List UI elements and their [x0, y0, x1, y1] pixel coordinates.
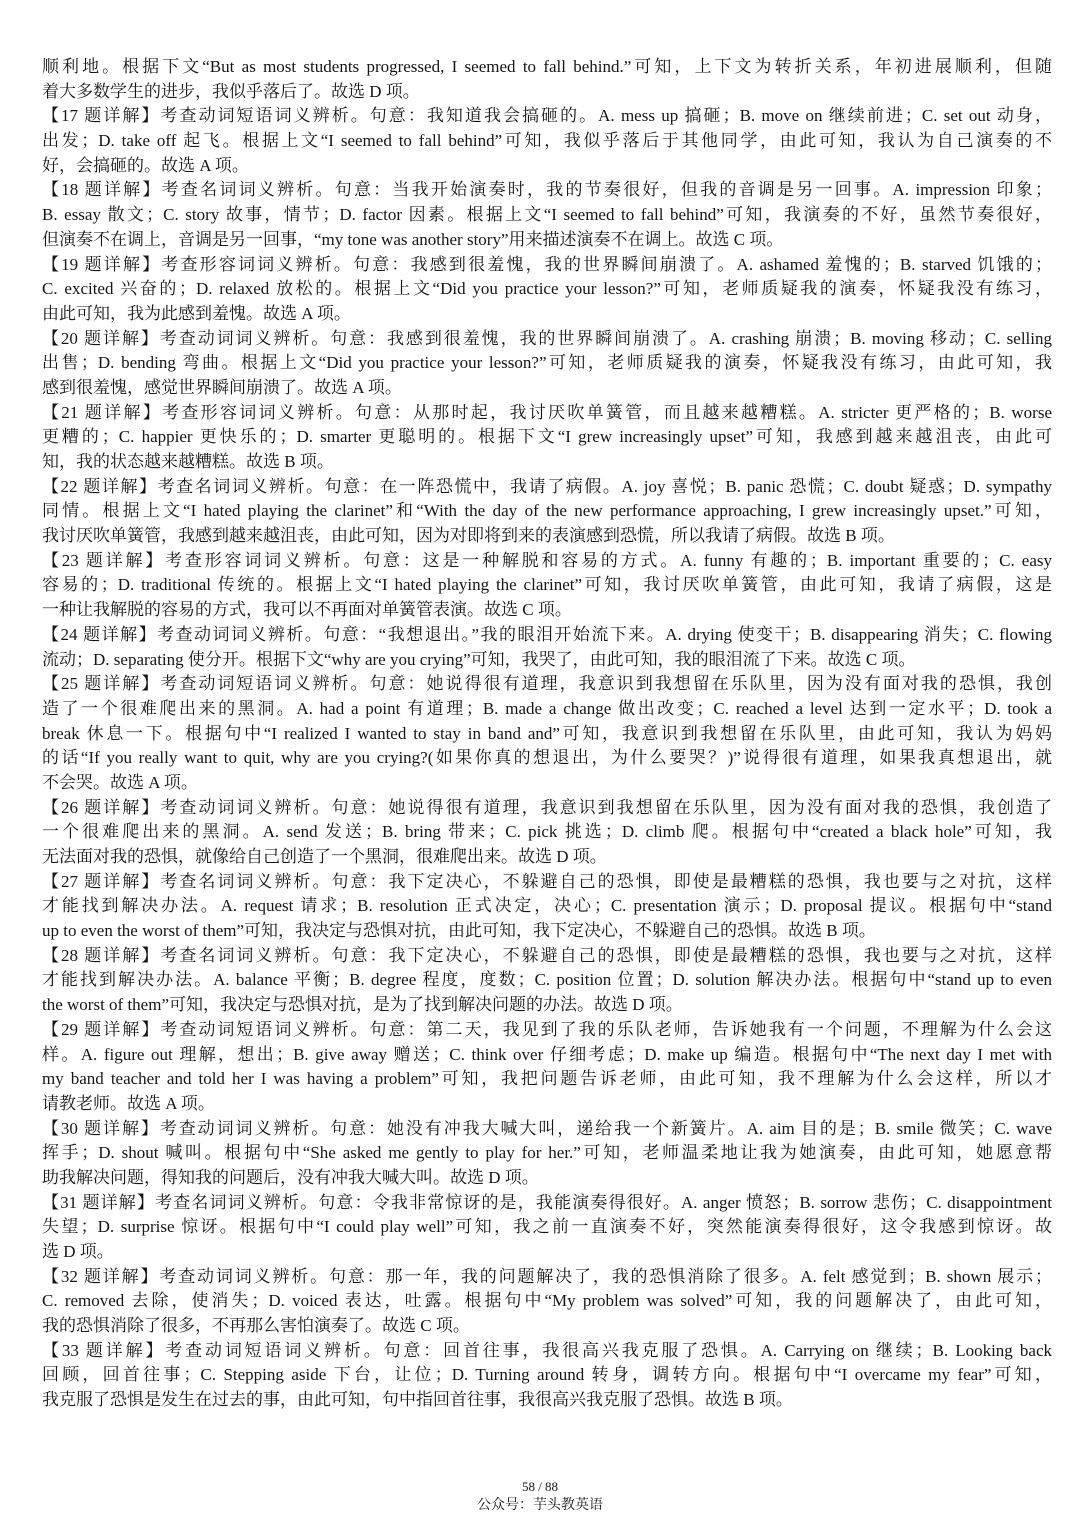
text-line: 【20 题详解】考查动词词义辨析。句意：我感到很羞愧，我的世界瞬间崩溃了。A. crashing 崩溃；B. moving 移动；C. selling — [42, 328, 1052, 348]
text-line: C. removed 去除，使消失；D. voiced 表达，吐露。根据句中“My problem was solved”可知，我的问题解决了，由此可知， — [42, 1291, 1052, 1311]
answer-paragraph-18 — [42, 178, 1052, 252]
text-line: 由此可知，我为此感到羞愧。故选 A 项。 — [42, 303, 351, 323]
answer-paragraph-24 — [42, 623, 1052, 672]
text-line: up to even the worst of them”可知，我决定与恐惧对抗，由此可知，我下定决心，不躲避自己的恐惧。故选 B 项。 — [42, 921, 876, 941]
text-line: 无法面对我的恐惧，就像给自己创造了一个黑洞，很难爬出来。故选 D 项。 — [42, 847, 607, 866]
footer-account: 公众号：芋头教英语 — [477, 1498, 603, 1513]
text-line: 【23 题详解】考查形容词词义辨析。句意：这是一种解脱和容易的方式。A. funny 有趣的；B. important 重要的；C. easy — [42, 550, 1052, 570]
text-line: 请教老师。故选 A 项。 — [42, 1093, 215, 1113]
text-line: 【28 题详解】考查名词词义辨析。句意：我下定决心，不躲避自己的恐惧，即使是最糟糕的恐惧，我也要与之对抗，这样 — [42, 945, 1052, 965]
text-line: 才能找到解决办法。A. balance 平衡；B. degree 程度，度数；C. position 位置；D. solution 解决办法。根据句中“stand up to even — [42, 970, 1052, 990]
answer-paragraph-29 — [42, 1018, 1052, 1117]
text-line: 选 D 项。 — [42, 1242, 114, 1261]
document-body — [42, 55, 1052, 1413]
text-line: 【18 题详解】考查名词词义辨析。句意：当我开始演奏时，我的节奏很好，但我的音调是另一回事。A. impression 印象； — [42, 180, 1052, 200]
text-line: 知，我的状态越来越糟糕。故选 B 项。 — [42, 452, 334, 471]
text-line: 【33 题详解】考查动词短语词义辨析。句意：回首往事，我很高兴我克服了恐惧。A. Carrying on 继续；B. Looking back — [42, 1340, 1052, 1360]
text-line: 好，会搞砸的。故选 A 项。 — [42, 155, 249, 175]
text-line: 着大多数学生的进步，我似乎落后了。故选 D 项。 — [42, 81, 420, 101]
text-line: 我克服了恐惧是发生在过去的事，由此可知，句中指回首往事，我很高兴我克服了恐惧。故选 B 项。 — [42, 1390, 793, 1410]
text-line: 但演奏不在调上，音调是另一回事，“my tone was another story”用来描述演奏不在调上。故选 C 项。 — [42, 229, 784, 249]
text-line: 同情。根据上文“I hated playing the clarinet”和“With the day of the new performance approaching, I grew increasingly upset.”可知， — [42, 501, 1052, 521]
answer-paragraph-20 — [42, 327, 1052, 401]
answer-paragraph-33 — [42, 1339, 1052, 1413]
text-line: 出发；D. take off 起飞。根据上文“I seemed to fall behind”可知，我似乎落后于其他同学，由此可知，我认为自己演奏的不 — [42, 131, 1052, 151]
text-line: 挥手；D. shout 喊叫。根据句中“She asked me gently to play for her.”可知，老师温柔地让我为她演奏，由此可知，她愿意帮 — [42, 1143, 1052, 1163]
text-line: 更糟的；C. happier 更快乐的；D. smarter 更聪明的。根据下文“I grew increasingly upset”可知，我感到越来越沮丧，由此可 — [42, 427, 1052, 447]
text-line: 回顾，回首往事；C. Stepping aside 下台，让位；D. Turning around 转身，调转方向。根据句中“I overcame my fear”可知， — [42, 1365, 1052, 1385]
answer-paragraph — [42, 55, 1052, 104]
text-line: the worst of them”可知，我决定与恐惧对抗，是为了找到解决问题的办法。故选 D 项。 — [42, 995, 683, 1015]
text-line: 【21 题详解】考查形容词词义辨析。句意：从那时起，我讨厌吹单簧管，而且越来越糟糕。A. stricter 更严格的；B. worse — [42, 402, 1052, 422]
answer-paragraph-21 — [42, 401, 1052, 475]
text-line: 我讨厌吹单簧管，我感到越来越沮丧，由此可知，因为对即将到来的表演感到恐慌，所以我请了病假。故选 B 项。 — [42, 526, 895, 546]
answer-paragraph-31 — [42, 1191, 1052, 1265]
answer-paragraph-26 — [42, 796, 1052, 870]
text-line: C. excited 兴奋的；D. relaxed 放松的。根据上文“Did you practice your lesson?”可知，老师质疑我的演奏，怀疑我没有练习， — [42, 279, 1052, 299]
text-line: 【27 题详解】考查名词词义辨析。句意：我下定决心，不躲避自己的恐惧，即使是最糟糕的恐惧，我也要与之对抗，这样 — [42, 871, 1052, 891]
text-line: 感到很羞愧，感觉世界瞬间崩溃了。故选 A 项。 — [42, 377, 402, 397]
answer-paragraph-28 — [42, 944, 1052, 1018]
text-line: 一个很难爬出来的黑洞。A. send 发送；B. bring 带来；C. pick 挑选；D. climb 爬。根据句中“created a black hole”可知，我 — [42, 822, 1052, 842]
text-line: 顺利地。根据下文“But as most students progressed, I seemed to fall behind.”可知，上下文为转折关系，年初进展顺利，但随 — [42, 57, 1052, 76]
text-line: 【26 题详解】考查动词词义辨析。句意：她说得很有道理，我意识到我想留在乐队里，因为没有面对我的恐惧，我创造了 — [42, 797, 1052, 817]
answer-paragraph-19 — [42, 253, 1052, 327]
text-line: 我的恐惧消除了很多，不再那么害怕演奏了。故选 C 项。 — [42, 1316, 470, 1336]
text-line: B. essay 散文；C. story 故事，情节；D. factor 因素。根据上文“I seemed to fall behind”可知，我演奏的不好，虽然节奏很好， — [42, 205, 1052, 225]
text-line: 才能找到解决办法。A. request 请求；B. resolution 正式决定，决心；C. presentation 演示；D. proposal 提议。根据句中“stand — [42, 896, 1052, 916]
answer-paragraph-25 — [42, 672, 1052, 795]
text-line: 【19 题详解】考查形容词词义辨析。句意：我感到很羞愧，我的世界瞬间崩溃了。A. ashamed 羞愧的；B. starved 饥饿的； — [42, 254, 1052, 274]
text-line: 【32 题详解】考查动词词义辨析。句意：那一年，我的问题解决了，我的恐惧消除了很多。A. felt 感觉到；B. shown 展示； — [42, 1266, 1052, 1286]
text-line: 【30 题详解】考查动词词义辨析。句意：她没有冲我大喊大叫，递给我一个新簧片。A. aim 目的是；B. smile 微笑；C. wave — [42, 1118, 1052, 1138]
text-line: 不会哭。故选 A 项。 — [42, 772, 198, 792]
answer-paragraph-23 — [42, 549, 1052, 623]
text-line: 【24 题详解】考查动词词义辨析。句意：“我想退出。”我的眼泪开始流下来。A. drying 使变干；B. disappearing 消失；C. flowing — [42, 624, 1052, 644]
answer-paragraph-30 — [42, 1117, 1052, 1191]
text-line: 出售；D. bending 弯曲。根据上文“Did you practice your lesson?”可知，老师质疑我的演奏，怀疑我没有练习，由此可知，我 — [42, 353, 1052, 373]
text-line: 失望；D. surprise 惊讶。根据句中“I could play well”可知，我之前一直演奏不好，突然能演奏得很好，这令我感到惊讶。故 — [42, 1217, 1052, 1237]
text-line: 一种让我解脱的容易的方式，我可以不再面对单簧管表演。故选 C 项。 — [42, 600, 572, 620]
text-line: 【25 题详解】考查动词短语词义辨析。句意：她说得很有道理，我意识到我想留在乐队里，因为没有面对我的恐惧，我创 — [42, 674, 1052, 694]
answer-paragraph-17 — [42, 104, 1052, 178]
answer-paragraph-32 — [42, 1265, 1052, 1339]
text-line: 样。A. figure out 理解，想出；B. give away 赠送；C. think over 仔细考虑；D. make up 编造。根据句中“The next day I met with — [42, 1044, 1052, 1064]
text-line: 【29 题详解】考查动词短语词义辨析。句意：第二天，我见到了我的乐队老师，告诉她我有一个问题，不理解为什么会这 — [42, 1019, 1052, 1039]
text-line: 造了一个很难爬出来的黑洞。A. had a point 有道理；B. made a change 做出改变；C. reached a level 达到一定水平；D. took a — [42, 698, 1052, 718]
text-line: 【17 题详解】考查动词短语词义辨析。句意：我知道我会搞砸的。A. mess up 搞砸；B. move on 继续前进；C. set out 动身， — [42, 106, 1052, 126]
text-line: 的话“If you really want to quit, why are you crying?(如果你真的想退出，为什么要哭？)”说得很有道理，如果我真想退出，就 — [42, 748, 1052, 768]
answer-paragraph-22 — [42, 475, 1052, 549]
page-number: 58 / 88 — [521, 1479, 559, 1494]
text-line: 助我解决问题，得知我的问题后，没有冲我大喊大叫。故选 D 项。 — [42, 1167, 539, 1187]
text-line: break 休息一下。根据句中“I realized I wanted to stay in band and”可知，我意识到我想留在乐队里，由此可知，我认为妈妈 — [42, 723, 1052, 743]
text-line: 流动；D. separating 使分开。根据下文“why are you crying”可知，我哭了，由此可知，我的眼泪流了下来。故选 C 项。 — [42, 649, 916, 669]
answer-paragraph-27 — [42, 870, 1052, 944]
text-line: my band teacher and told her I was having a problem”可知，我把问题告诉老师，由此可知，我不理解为什么会这样，所以才 — [42, 1069, 1052, 1089]
text-line: 【31 题详解】考查名词词义辨析。句意：令我非常惊讶的是，我能演奏得很好。A. anger 愤怒；B. sorrow 悲伤；C. disappointment — [42, 1192, 1052, 1212]
text-line: 【22 题详解】考查名词词义辨析。句意：在一阵恐慌中，我请了病假。A. joy 喜悦；B. panic 恐慌；C. doubt 疑惑；D. sympathy — [42, 476, 1052, 496]
text-line: 容易的；D. traditional 传统的。根据上文“I hated playing the clarinet”可知，我讨厌吹单簧管，由此可知，我请了病假，这是 — [42, 575, 1052, 595]
